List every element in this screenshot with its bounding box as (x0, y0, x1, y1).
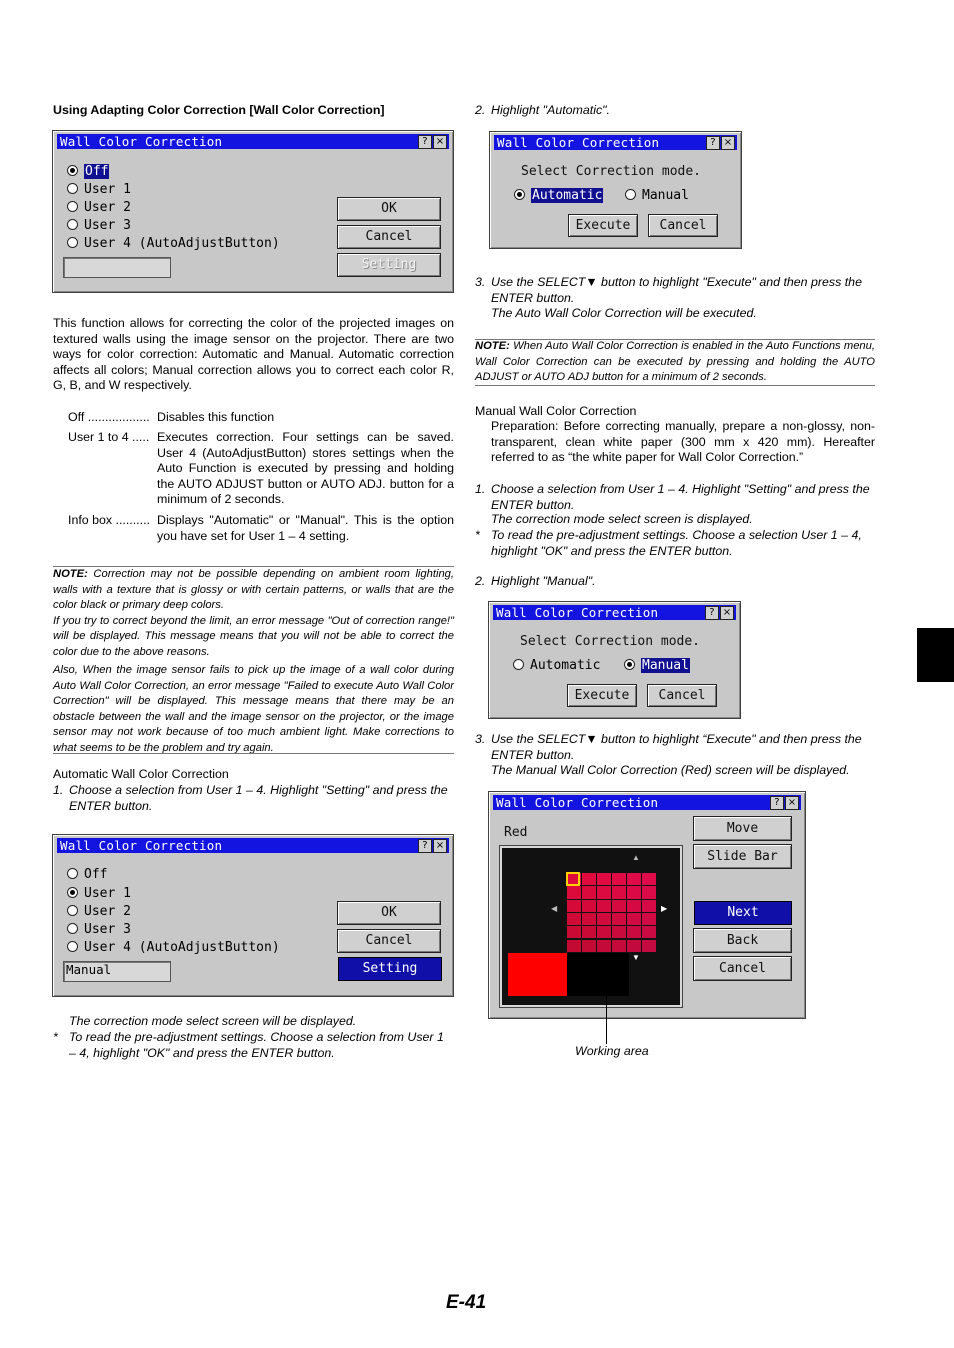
help-icon[interactable]: ? (706, 136, 720, 150)
cancel-button[interactable]: Cancel (337, 225, 441, 249)
note-box-right: NOTE: When Auto Wall Color Correction is enabled in the Auto Functions menu, Wall Color Correction can be executed by pressing and holding the AUTO ADJUST or AUTO ADJ button for a minimum of 2 seconds. (475, 340, 875, 383)
setting-button[interactable]: Setting (338, 957, 442, 981)
cancel-button[interactable]: Cancel (337, 929, 441, 953)
asterisk: * (475, 528, 480, 542)
grid-cell[interactable] (612, 926, 626, 938)
grid-cell[interactable] (582, 886, 596, 898)
chapter-tab (917, 628, 954, 682)
grid-cell[interactable] (567, 926, 581, 938)
grid-cell[interactable] (567, 900, 581, 912)
def-desc-off: Disables this function (157, 410, 275, 424)
grid-cell[interactable] (627, 913, 641, 925)
arrow-up-icon[interactable]: ▲ (632, 853, 640, 862)
step-number: 2. (475, 574, 486, 588)
radio-dot-icon (67, 887, 78, 898)
radio-dot-icon (67, 183, 78, 194)
page-number: E-41 (446, 1292, 487, 1313)
grid-cell[interactable] (612, 900, 626, 912)
grid-cell[interactable] (597, 873, 611, 885)
radio-user-4[interactable]: User 4 (AutoAdjustButton) (67, 940, 280, 956)
working-area-caption: Working area (575, 1044, 649, 1058)
cancel-button[interactable]: Cancel (647, 684, 717, 707)
asterisk: * (53, 1030, 58, 1044)
grid-cell[interactable] (597, 926, 611, 938)
grid-cell[interactable] (567, 913, 581, 925)
info-box: Manual (63, 961, 171, 982)
manual-step-3: Use the SELECT▼ button to highlight “Execute" and then press the ENTER button. (491, 732, 862, 762)
radio-user-2[interactable]: User 2 (67, 904, 131, 920)
grid-cell[interactable] (597, 940, 611, 952)
radio-user-1[interactable]: User 1 (67, 182, 131, 198)
info-box (63, 257, 171, 278)
grid-cell[interactable] (582, 873, 596, 885)
def-term-off: Off .................. (68, 410, 150, 424)
grid-cursor[interactable] (566, 872, 580, 886)
mode-prompt: Select Correction mode. (520, 634, 701, 649)
step-number: 3. (475, 275, 486, 289)
grid-cell[interactable] (612, 873, 626, 885)
grid-cell[interactable] (627, 900, 641, 912)
dialog-title: Wall Color Correction (496, 605, 659, 620)
arrow-left-icon[interactable]: ◀ (551, 904, 558, 913)
help-icon[interactable]: ? (418, 135, 432, 149)
def-desc-user: Executes correction. Four settings can be saved. User 4 (AutoAdjustButton) stores settings when the Auto Function is executed by pressing and holding the AUTO ADJUST button or AUTO ADJ. button for a minimum of 2 seconds. (157, 430, 454, 507)
radio-automatic[interactable]: Automatic (514, 188, 603, 204)
setting-button[interactable]: Setting (337, 253, 441, 277)
note-rule-bottom (475, 385, 875, 386)
def-term-user: User 1 to 4 ..... (68, 430, 150, 444)
grid-cell[interactable] (612, 940, 626, 952)
radio-off[interactable]: Off (67, 164, 109, 180)
grid-cell[interactable] (582, 940, 596, 952)
grid-cell[interactable] (642, 940, 656, 952)
correction-mode-dialog-auto (489, 131, 742, 249)
callout-line (606, 962, 607, 1044)
radio-dot-icon (67, 923, 78, 934)
radio-user-3[interactable]: User 3 (67, 922, 131, 938)
def-term-info: Info box .......... (68, 513, 150, 527)
correction-mode-dialog-manual (488, 601, 741, 719)
grid-cell[interactable] (567, 886, 581, 898)
close-icon[interactable]: × (785, 796, 799, 810)
grid-cell[interactable] (612, 886, 626, 898)
grid-cell[interactable] (582, 926, 596, 938)
grid-cell[interactable] (582, 913, 596, 925)
help-icon[interactable]: ? (418, 839, 432, 853)
wall-color-dialog-1 (52, 130, 454, 293)
grid-cell[interactable] (627, 873, 641, 885)
step-number: 2. (475, 103, 486, 117)
radio-dot-icon (513, 659, 524, 670)
radio-dot-icon (624, 659, 635, 670)
working-area-frame (499, 845, 683, 1008)
dialog-title-bar (493, 605, 736, 620)
cancel-button[interactable]: Cancel (693, 956, 792, 981)
radio-manual[interactable]: Manual (624, 658, 690, 674)
note-box-left: NOTE: Correction may not be possible depending on ambient room lighting, walls with a texture that is glossy or with certain patterns, or walls that are the color black or primary deep colors. If you try to correct beyond the limit, an error message "Out of correction range!" will be displayed. This message means that you will not be able to correct the color due to the above reasons. Also, When the image sensor fails to pick up the image of a wall color during Auto Wall Color Correction, an error message "Failed to execute Auto Wall Color Correction" will be displayed. This message means that there may be an obstacle between the wall and the image sensor on the projector, or the image sensor may not work because of too much ambient light. Make corrections to what seems to be the problem and try again. (53, 568, 454, 754)
manual-preparation: Preparation: Before correcting manually, prepare a non-glossy, non-transparent, clean white paper (300 mm x 420 mm). Hereafter referred to as “the white paper for Wall Color Correction.” (491, 419, 875, 465)
radio-dot-icon (625, 189, 636, 200)
close-icon[interactable]: × (433, 135, 447, 149)
radio-user-4[interactable]: User 4 (AutoAdjustButton) (67, 236, 280, 252)
grid-cell[interactable] (612, 913, 626, 925)
grid-cell[interactable] (582, 900, 596, 912)
manual-star-note: To read the pre-adjustment settings. Choose a selection User 1 – 4, highlight "OK" and press the ENTER button. (491, 528, 862, 558)
radio-dot-icon (67, 237, 78, 248)
radio-dot-icon (67, 201, 78, 212)
step-number: 1. (53, 783, 64, 797)
ok-button[interactable]: OK (337, 197, 441, 221)
radio-user-1[interactable]: User 1 (67, 886, 131, 902)
back-button[interactable]: Back (693, 928, 792, 953)
auto-star-note: To read the pre-adjustment settings. Choose a selection from User 1 – 4, highlight "OK" and press the ENTER button. (69, 1030, 444, 1060)
auto-step-1: Choose a selection from User 1 – 4. Highlight "Setting" and press the ENTER button. (69, 783, 448, 813)
radio-dot-icon (67, 165, 78, 176)
auto-heading: Automatic Wall Color Correction (53, 767, 229, 781)
grid-cell[interactable] (642, 873, 656, 885)
step-number: 3. (475, 732, 486, 746)
auto-result: The correction mode select screen will be displayed. (69, 1014, 357, 1028)
auto-step-3-result: The Auto Wall Color Correction will be executed. (491, 306, 757, 320)
arrow-right-icon[interactable]: ▶ (661, 904, 668, 913)
move-button[interactable]: Move (693, 816, 792, 841)
close-icon[interactable]: × (720, 606, 734, 620)
dialog-title: Wall Color Correction (497, 135, 660, 150)
grid-cell[interactable] (642, 913, 656, 925)
dialog-title-bar (57, 838, 449, 853)
grid-cell[interactable] (597, 913, 611, 925)
grid-cell[interactable] (627, 886, 641, 898)
slide-bar-button[interactable]: Slide Bar (693, 844, 792, 869)
next-button[interactable]: Next (694, 901, 792, 925)
mode-prompt: Select Correction mode. (521, 164, 702, 179)
working-area[interactable] (502, 848, 680, 1005)
radio-dot-icon (514, 189, 525, 200)
radio-dot-icon (67, 219, 78, 230)
auto-step-3: Use the SELECT▼ button to highlight "Execute" and then press the ENTER button. (491, 275, 862, 305)
dialog-title: Wall Color Correction (496, 795, 659, 810)
grid-cell[interactable] (642, 926, 656, 938)
radio-manual[interactable]: Manual (625, 188, 689, 204)
execute-button[interactable]: Execute (568, 214, 638, 237)
grid-cell[interactable] (627, 940, 641, 952)
execute-button[interactable]: Execute (567, 684, 637, 707)
manual-red-dialog (488, 791, 806, 1019)
dialog-title: Wall Color Correction (60, 838, 223, 853)
grid-cell[interactable] (627, 926, 641, 938)
radio-off[interactable]: Off (67, 867, 107, 883)
grid-cell[interactable] (597, 900, 611, 912)
red-swatch (508, 953, 567, 996)
black-swatch (567, 953, 629, 996)
manual-heading: Manual Wall Color Correction (475, 404, 637, 418)
radio-user-2[interactable]: User 2 (67, 200, 131, 216)
help-icon[interactable]: ? (705, 606, 719, 620)
auto-step-2: Highlight "Automatic". (491, 103, 610, 117)
dialog-title-bar (493, 795, 801, 810)
dialog-title-bar (494, 135, 737, 150)
intro-paragraph: This function allows for correcting the color of the projected images on textured walls using the image sensor on the projector. There are two ways for color correction: Automatic and Manual. Automatic correction affects all colors; Manual correction allows you to correct each color R, G, B, and W respectively. (53, 316, 454, 393)
manual-step-2: Highlight "Manual". (491, 574, 596, 588)
manual-step-1: Choose a selection from User 1 – 4. Highlight "Setting" and press the ENTER button. (491, 482, 870, 512)
radio-automatic[interactable]: Automatic (513, 658, 600, 674)
grid-cell[interactable] (642, 886, 656, 898)
manual-step-3-result: The Manual Wall Color Correction (Red) screen will be displayed. (491, 763, 850, 777)
dialog-title-bar (57, 134, 449, 149)
step-number: 1. (475, 482, 486, 496)
grid-cell[interactable] (567, 940, 581, 952)
radio-dot-icon (67, 941, 78, 952)
help-icon[interactable]: ? (770, 796, 784, 810)
close-icon[interactable]: × (721, 136, 735, 150)
section-heading: Using Adapting Color Correction [Wall Color Correction] (53, 103, 385, 117)
manual-step-1-result: The correction mode select screen is displayed. (491, 512, 753, 526)
dialog-title: Wall Color Correction (60, 134, 223, 149)
radio-dot-icon (67, 905, 78, 916)
color-label: Red (504, 825, 528, 840)
def-desc-info: Displays "Automatic" or "Manual". This is the option you have set for User 1 – 4 setting. (157, 513, 454, 543)
grid-cell[interactable] (642, 900, 656, 912)
grid-cell[interactable] (597, 886, 611, 898)
ok-button[interactable]: OK (337, 901, 441, 925)
radio-dot-icon (67, 868, 78, 879)
wall-color-dialog-2 (52, 834, 454, 997)
cancel-button[interactable]: Cancel (648, 214, 718, 237)
arrow-down-icon[interactable]: ▼ (632, 953, 640, 962)
close-icon[interactable]: × (433, 839, 447, 853)
color-grid[interactable] (567, 873, 657, 953)
radio-user-3[interactable]: User 3 (67, 218, 131, 234)
note-rule-bottom (53, 753, 454, 754)
